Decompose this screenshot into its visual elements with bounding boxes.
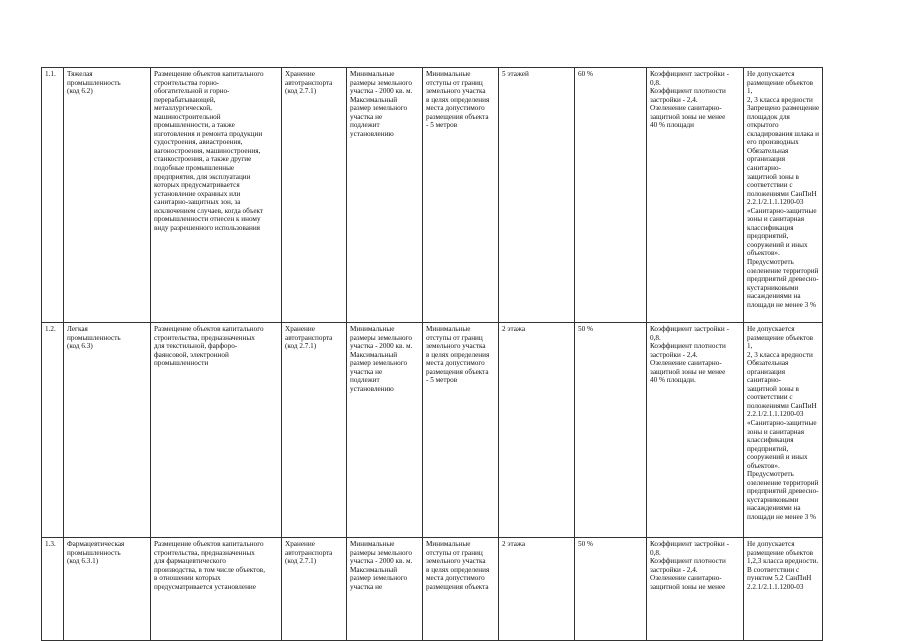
use-type-name: Фармацевтическая промышленность (код 6.3.1) bbox=[64, 538, 151, 641]
plot-size-limits: Минимальные размеры земельного участка - 2000 кв. м. Максимальный размер земельного участка не подлежит установлению bbox=[347, 323, 423, 538]
use-type-name: Тяжелая промышленность (код 6.2) bbox=[64, 68, 151, 323]
max-coverage-percent: 50 % bbox=[575, 538, 647, 641]
zoning-regulations-table bbox=[41, 67, 823, 641]
row-number: 1.1. bbox=[42, 68, 64, 323]
max-coverage-percent: 50 % bbox=[575, 323, 647, 538]
use-description: Размещение объектов капитального строительства, предназначенных для текстильной, фарфоро- фаянсовой, электронной промышленности bbox=[151, 323, 282, 538]
auxiliary-use: Хранение автотранспорта (код 2.7.1) bbox=[282, 323, 347, 538]
minimum-indents: Минимальные отступы от границ земельного участка в целях определения места допустимого размещения объекта - 5 метров bbox=[423, 68, 499, 323]
restrictions-notes: Не допускается размещение объектов 1, 2, 3 класса вредности Обязательная организация санитарно- защитной зоны в соответствии с положениями СанПиН 2.2.1/2.1.1.1200-03 «Санитарно-защитные зоны и санитарная классификация предприятий, сооружений и иных объектов». Предусмотреть озеленение территорий предприятий древесно- кустарниковыми насаждениями на площади не менее 3 % bbox=[744, 323, 823, 538]
row-number: 1.2. bbox=[42, 323, 64, 538]
max-floors: 5 этажей bbox=[499, 68, 575, 323]
use-description: Размещение объектов капитального строительства горно- обогатительной и горно- перерабатывающей, металлургической, машиностроительной промышленности, а также изготовления и ремонта продукции судостроения, авиастроения, вагоностроения, машиностроения, станкостроения, а также другие подобные промышленные предприятия, для эксплуатации которых предусматривается установление охранных или санитарно-защитных зон, за исключением случаев, когда объект промышленности отнесен к иному виду разрешенного использования bbox=[151, 68, 282, 323]
max-floors: 2 этажа bbox=[499, 538, 575, 641]
auxiliary-use: Хранение автотранспорта (код 2.7.1) bbox=[282, 538, 347, 641]
max-floors: 2 этажа bbox=[499, 323, 575, 538]
plot-size-limits: Минимальные размеры земельного участка - 2000 кв. м. Максимальный размер земельного участка не bbox=[347, 538, 423, 641]
use-description: Размещение объектов капитального строительства, предназначенных для фармацевтического производства, в том числе объектов, в отношении которых предусматривается установление bbox=[151, 538, 282, 641]
density-coefficients: Коэффициент застройки - 0,8. Коэффициент плотности застройки - 2,4. Озеленение санитарно- защитной зоны не менее 40 % площади bbox=[647, 68, 744, 323]
table-row bbox=[42, 323, 823, 538]
density-coefficients: Коэффициент застройки - 0,8. Коэффициент плотности застройки - 2,4. Озеленение санитарно- защитной зоны не менее 40 % площади. bbox=[647, 323, 744, 538]
table-row bbox=[42, 68, 823, 323]
max-coverage-percent: 60 % bbox=[575, 68, 647, 323]
minimum-indents: Минимальные отступы от границ земельного участка в целях определения места допустимого размещения объекта - 5 метров bbox=[423, 323, 499, 538]
density-coefficients: Коэффициент застройки - 0,8. Коэффициент плотности застройки - 2,4. Озеленение санитарно- защитной зоны не менее bbox=[647, 538, 744, 641]
table-row bbox=[42, 538, 823, 641]
auxiliary-use: Хранение автотранспорта (код 2.7.1) bbox=[282, 68, 347, 323]
row-number: 1.3. bbox=[42, 538, 64, 641]
minimum-indents: Минимальные отступы от границ земельного участка в целях определения места допустимого размещения объекта bbox=[423, 538, 499, 641]
plot-size-limits: Минимальные размеры земельного участка - 2000 кв. м. Максимальный размер земельного участка не подлежит установлению bbox=[347, 68, 423, 323]
restrictions-notes: Не допускается размещение объектов 1, 2, 3 класса вредности Запрещено размещение площадок для открытого складирования шлака и его производных Обязательная организация санитарно- защитной зоны в соответствии с положениями СанПиН 2.2.1/2.1.1.1200-03 «Санитарно-защитные зоны и санитарная классификация предприятий, сооружений и иных объектов». Предусмотреть озеленение территорий предприятий древесно- кустарниковыми насаждениями на площади не менее 3 % bbox=[744, 68, 823, 323]
restrictions-notes: Не допускается размещение объектов 1,2,3 класса вредности. В соответствии с пунктом 5.2 СанПиН 2.2.1/2.1.1.1200-03 bbox=[744, 538, 823, 641]
use-type-name: Легкая промышленность (код 6.3) bbox=[64, 323, 151, 538]
